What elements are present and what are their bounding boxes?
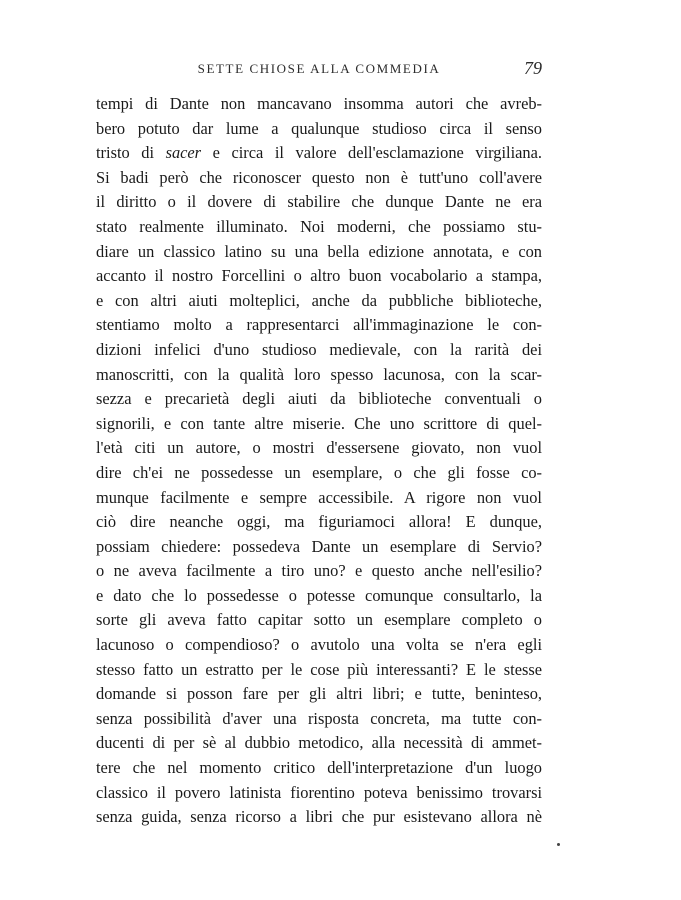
text-line-24: stesso fatto un estratto per le cose più interessanti? E le stesse [96,659,542,679]
italic-word-sacer: sacer [165,143,202,163]
text-line-15: l'età citi un autore, o mostri d'essersene giovato, non vuol [96,438,542,458]
text-line-12: manoscritti, con la qualità loro spesso lacunosa, con la scar- [96,364,542,384]
text-line-17: munque facilmente e sempre accessibile. A rigore non vuol [96,487,542,507]
text-line-19: possiam chiedere: possedeva Dante un esemplare di Servio? [96,536,542,556]
text-line-11: dizioni infelici d'uno studioso medievale, con la rarità dei [96,339,542,359]
text-line-29: classico il povero latinista fiorentino poteva benissimo trovarsi [96,782,542,802]
text-line-25: domande si posson fare per gli altri libri; e tutte, beninteso, [96,684,542,704]
text-line-1: tempi di Dante non mancavano insomma autori che avreb- [96,94,542,113]
text-line-27: ducenti di per sè al dubbio metodico, alla necessità di ammet- [96,733,542,753]
text-line-18: ciò dire neanche oggi, ma figuriamoci allora! E dunque, [96,512,542,532]
text-line-20: o ne aveva facilmente a tiro uno? e questo anche nell'esilio? [96,561,542,581]
body-text [96,92,542,830]
text-line-7: diare un classico latino su una bella edizione annotata, e con [96,241,542,261]
text-line-3 [96,141,542,166]
text-line-28: tere che nel momento critico dell'interpretazione d'un luogo [96,758,542,778]
text-line-13: sezza e precarietà degli aiuti da biblioteche conventuali o [96,389,542,409]
text-line-26: senza possibilità d'aver una risposta concreta, ma tutte con- [96,708,542,728]
scan-speck [557,843,560,846]
text-line-21: e dato che lo possedesse o potesse comunque consultarlo, la [96,585,542,605]
text-line-10: stentiamo molto a rappresentarci all'immaginazione le con- [96,315,542,335]
text-line-5: il diritto o il dovere di stabilire che dunque Dante ne era [96,192,542,212]
text-line-14: signorili, e con tante altre miserie. Che uno scrittore di quel- [96,413,542,433]
text-line-16: dire ch'ei ne possedesse un esemplare, o che gli fosse co- [96,462,542,482]
page-number: 79 [524,58,542,78]
text-line-9: e con altri aiuti molteplici, anche da pubbliche biblioteche, [96,290,542,310]
text-line-4: Si badi però che riconoscer questo non è tutt'uno coll'avere [96,167,542,187]
text-line-3-start: tristo di [96,143,154,163]
running-title: SETTE CHIOSE ALLA COMMEDIA [197,61,441,76]
running-head [96,58,542,82]
text-line-22: sorte gli aveva fatto capitar sotto un esemplare completo o [96,610,542,630]
text-line-3-end: e circa il valore dell'esclamazione virgiliana. [212,143,542,163]
text-line-23: lacunoso o compendioso? o avutolo una volta se n'era egli [96,635,542,655]
text-line-30: senza guida, senza ricorso a libri che pur esistevano allora nè [96,807,542,827]
text-line-8: accanto il nostro Forcellini o altro buon vocabolario a stampa, [96,266,542,286]
text-line-2: bero potuto dar lume a qualunque studioso circa il senso [96,118,542,138]
text-line-6: stato realmente illuminato. Noi moderni, che possiamo stu- [96,216,542,236]
